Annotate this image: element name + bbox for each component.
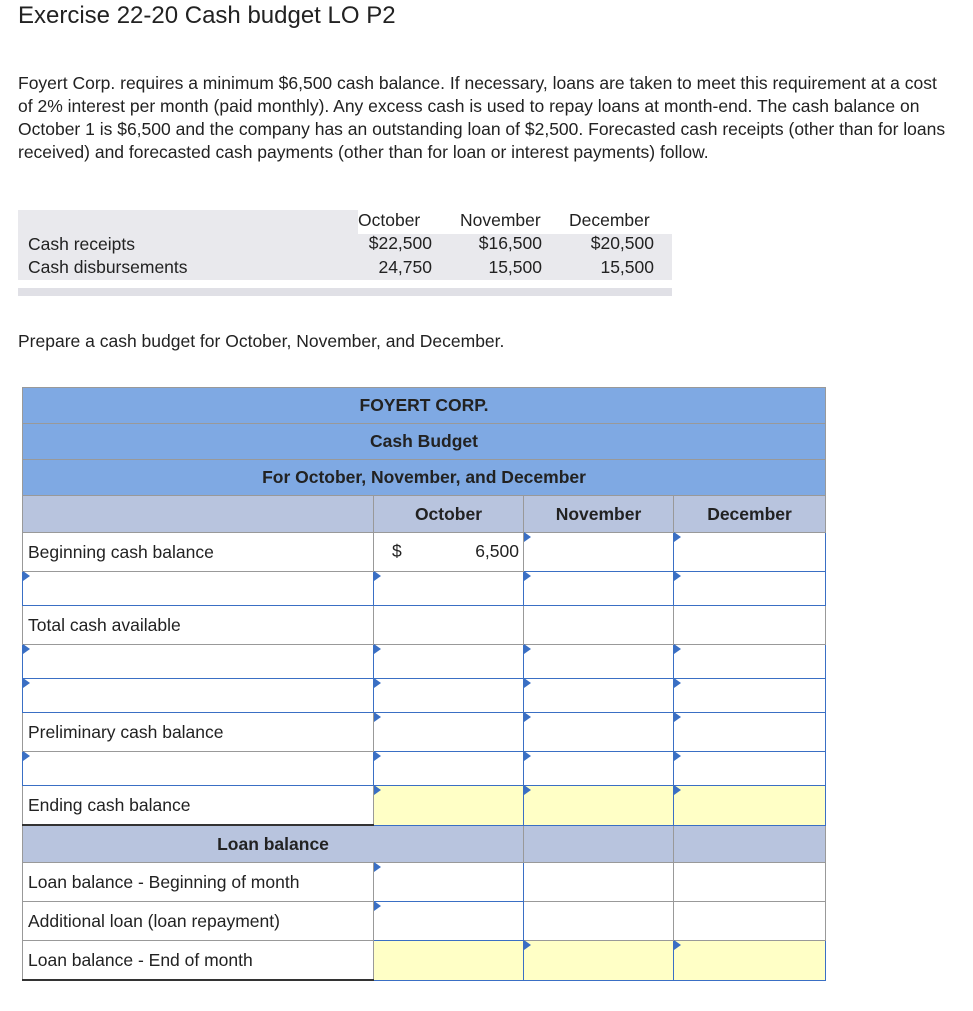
forecast-table-footer-bar <box>18 288 672 296</box>
loan-beginning-november <box>524 863 674 902</box>
forecast-header-december: December <box>569 210 650 230</box>
forecast-row-label-receipts: Cash receipts <box>28 234 135 254</box>
loan-header-blank-december <box>674 825 826 863</box>
ending-cash-october-input[interactable] <box>374 786 524 826</box>
row-label-preliminary-cash: Preliminary cash balance <box>23 713 374 752</box>
row3-december-input[interactable] <box>674 679 826 713</box>
total-cash-available-december <box>674 606 826 645</box>
loan-ending-november-input[interactable] <box>524 941 674 981</box>
preliminary-cash-november-input[interactable] <box>524 713 674 752</box>
loan-balance-section-header: Loan balance <box>23 825 524 863</box>
exercise-title: Exercise 22-20 Cash budget LO P2 <box>18 2 396 29</box>
row2-october-input[interactable] <box>374 645 524 679</box>
loan-header-blank-november <box>524 825 674 863</box>
preliminary-cash-december-input[interactable] <box>674 713 826 752</box>
total-cash-available-october <box>374 606 524 645</box>
row-label-input-1[interactable] <box>23 572 374 606</box>
loan-beginning-october-input[interactable] <box>374 863 524 902</box>
cash-budget-table <box>22 387 826 981</box>
row1-november-input[interactable] <box>524 572 674 606</box>
row1-october-input[interactable] <box>374 572 524 606</box>
row-label-input-2[interactable] <box>23 645 374 679</box>
forecast-receipts-december: $20,500 <box>590 233 654 253</box>
total-cash-available-november <box>524 606 674 645</box>
beginning-cash-october <box>374 533 524 572</box>
row-label-input-4[interactable] <box>23 752 374 786</box>
forecast-disbursements-december: 15,500 <box>600 257 654 277</box>
row-label-beginning-cash: Beginning cash balance <box>23 533 374 572</box>
row1-december-input[interactable] <box>674 572 826 606</box>
loan-ending-december-input[interactable] <box>674 941 826 981</box>
forecast-receipts-october: $22,500 <box>368 233 432 253</box>
row4-november-input[interactable] <box>524 752 674 786</box>
row4-december-input[interactable] <box>674 752 826 786</box>
row-label-additional-loan: Additional loan (loan repayment) <box>23 902 374 941</box>
beginning-cash-october-value: 6,500 <box>475 541 519 561</box>
row-label-input-3[interactable] <box>23 679 374 713</box>
forecast-row-label-disbursements: Cash disbursements <box>28 257 188 277</box>
loan-ending-october-input[interactable] <box>374 941 524 981</box>
column-header-october: October <box>374 496 524 533</box>
forecast-header-november: November <box>460 210 541 230</box>
row2-november-input[interactable] <box>524 645 674 679</box>
beginning-cash-december-input[interactable] <box>674 533 826 572</box>
row2-december-input[interactable] <box>674 645 826 679</box>
forecast-disbursements-october: 24,750 <box>378 257 432 277</box>
task-prompt: Prepare a cash budget for October, November, and December. <box>18 331 505 351</box>
row4-october-input[interactable] <box>374 752 524 786</box>
budget-period: For October, November, and December <box>23 460 826 496</box>
row-label-total-cash-available: Total cash available <box>23 606 374 645</box>
budget-company-name: FOYERT CORP. <box>23 388 826 424</box>
row-label-loan-ending: Loan balance - End of month <box>23 941 374 981</box>
additional-loan-december <box>674 902 826 941</box>
forecast-header-october: October <box>358 210 421 230</box>
row-label-ending-cash: Ending cash balance <box>23 786 374 826</box>
dollar-sign: $ <box>392 541 402 561</box>
row-label-loan-beginning: Loan balance - Beginning of month <box>23 863 374 902</box>
additional-loan-november <box>524 902 674 941</box>
beginning-cash-november-input[interactable] <box>524 533 674 572</box>
additional-loan-october-input[interactable] <box>374 902 524 941</box>
row3-october-input[interactable] <box>374 679 524 713</box>
ending-cash-december-input[interactable] <box>674 786 826 826</box>
forecast-table <box>18 210 672 297</box>
loan-beginning-december <box>674 863 826 902</box>
ending-cash-november-input[interactable] <box>524 786 674 826</box>
exercise-description: Foyert Corp. requires a minimum $6,500 cash balance. If necessary, loans are taken to meet this requirement at a cost of 2% interest per month (paid monthly). Any excess cash is used to repay loans at month-end. The cash balance on October 1 is $6,500 and the company has an outstanding loan of $2,500. Forecasted cash receipts (other than for loans received) and forecasted cash payments (other than for loan or interest payments) follow. <box>18 73 946 162</box>
forecast-receipts-november: $16,500 <box>478 233 542 253</box>
row3-november-input[interactable] <box>524 679 674 713</box>
column-header-november: November <box>524 496 674 533</box>
column-header-blank <box>23 496 374 533</box>
forecast-disbursements-november: 15,500 <box>488 257 542 277</box>
preliminary-cash-october-input[interactable] <box>374 713 524 752</box>
budget-title: Cash Budget <box>23 424 826 460</box>
column-header-december: December <box>674 496 826 533</box>
